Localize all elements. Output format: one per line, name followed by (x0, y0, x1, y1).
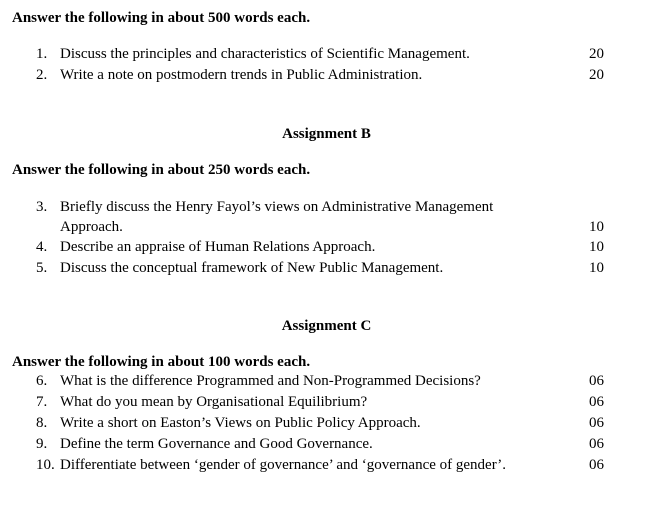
question-number: 4. (36, 239, 48, 255)
question-item (36, 373, 616, 393)
question-text: Differentiate between ‘gender of governance’ and ‘governance of gender’. (60, 457, 507, 473)
question-text-continued: Approach. (60, 219, 123, 235)
question-marks: 20 (589, 67, 604, 83)
question-number: 1. (36, 46, 48, 62)
question-number: 10. (36, 457, 55, 473)
question-marks: 10 (589, 219, 604, 235)
question-text: Write a note on postmodern trends in Public Administration. (60, 67, 423, 83)
question-item (36, 46, 616, 66)
question-text: Discuss the principles and characteristics of Scientific Management. (60, 46, 470, 62)
question-number: 2. (36, 67, 48, 83)
section-b-title: Assignment B (282, 126, 371, 142)
question-number: 5. (36, 260, 48, 276)
question-number: 6. (36, 373, 48, 389)
question-text: Describe an appraise of Human Relations Approach. (60, 239, 376, 255)
question-marks: 06 (589, 436, 604, 452)
question-marks: 20 (589, 46, 604, 62)
question-item (36, 436, 616, 456)
question-number: 9. (36, 436, 48, 452)
section-c-heading: Answer the following in about 100 words each. (12, 354, 311, 370)
question-item (36, 457, 616, 477)
question-item (36, 199, 616, 239)
question-marks: 10 (589, 260, 604, 276)
question-item (36, 415, 616, 435)
question-item (36, 239, 616, 259)
section-c-title: Assignment C (281, 318, 372, 334)
question-text: What do you mean by Organisational Equilibrium? (60, 394, 368, 410)
question-marks: 06 (589, 394, 604, 410)
question-item (36, 394, 616, 414)
question-marks: 06 (589, 415, 604, 431)
question-number: 3. (36, 199, 48, 215)
question-marks: 10 (589, 239, 604, 255)
question-text: What is the difference Programmed and Non-Programmed Decisions? (60, 373, 481, 389)
question-number: 7. (36, 394, 48, 410)
question-text: Write a short on Easton’s Views on Public Policy Approach. (60, 415, 421, 431)
question-item (36, 260, 616, 280)
question-item (36, 67, 616, 87)
section-a-heading: Answer the following in about 500 words each. (12, 10, 311, 26)
question-marks: 06 (589, 457, 604, 473)
question-text: Define the term Governance and Good Governance. (60, 436, 373, 452)
question-number: 8. (36, 415, 48, 431)
question-text: Briefly discuss the Henry Fayol’s views on Administrative Management (60, 199, 494, 215)
section-b-heading: Answer the following in about 250 words each. (12, 162, 311, 178)
question-marks: 06 (589, 373, 604, 389)
question-text: Discuss the conceptual framework of New Public Management. (60, 260, 444, 276)
